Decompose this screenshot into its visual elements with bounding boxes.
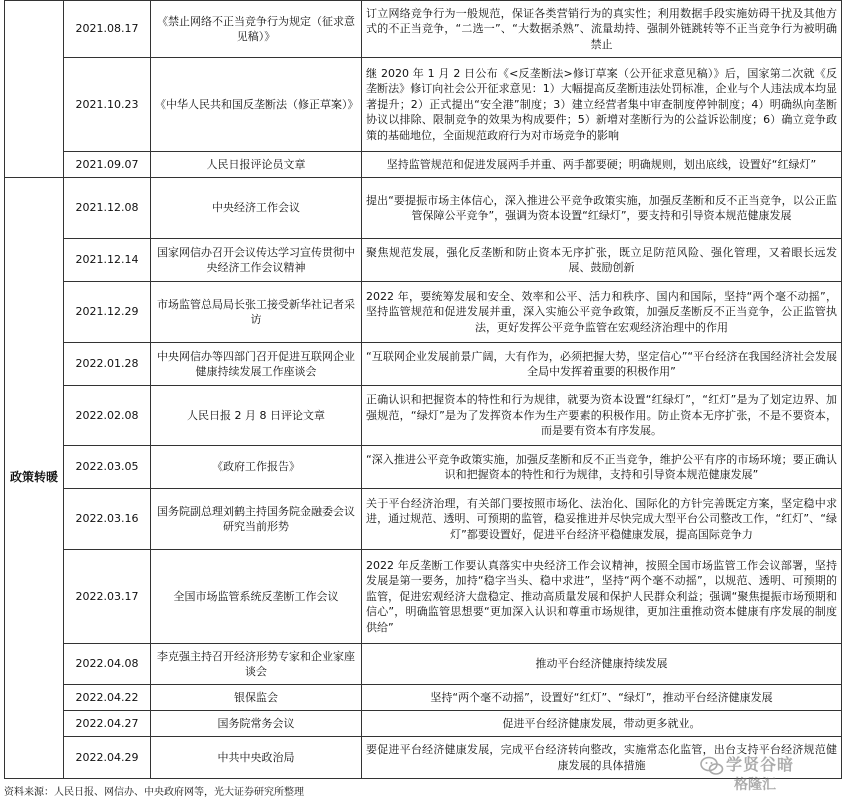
table-row <box>5 178 842 239</box>
table-row <box>5 152 842 178</box>
row-date: 2021.10.23 <box>64 58 151 152</box>
row-event: 人民日报评论员文章 <box>151 152 362 178</box>
row-event: 《中华人民共和国反垄断法（修正草案）》 <box>151 58 362 152</box>
row-event: 国务院常务会议 <box>151 711 362 737</box>
row-content: “互联网企业发展前景广阔，大有作为，必须把握大势，坚定信心”“平台经济在我国经济社会发展全局中发挥着重要的积极作用” <box>362 343 842 386</box>
table-row <box>5 386 842 446</box>
row-date: 2021.12.14 <box>64 239 151 282</box>
category-cell: 政策转暖 <box>5 178 64 779</box>
table-row <box>5 343 842 386</box>
row-date: 2021.08.17 <box>64 1 151 58</box>
table-row <box>5 550 842 644</box>
table-row <box>5 446 842 489</box>
watermark-brand: 格隆汇 <box>734 777 776 793</box>
row-content: 提出“要提振市场主体信心，深入推进公平竞争政策实施，加强反垄断和反不正当竞争，以公正监管保障公平竞争”，强调为资本设置“红绿灯”，要支持和引导资本规范健康发展 <box>362 178 842 239</box>
row-date: 2022.04.29 <box>64 737 151 779</box>
policy-table <box>4 0 842 779</box>
row-date: 2022.03.17 <box>64 550 151 644</box>
row-content: 关于平台经济治理，有关部门要按照市场化、法治化、国际化的方针完善既定方案，坚定稳中求进，通过规范、透明、可预期的监管，稳妥推进并尽快完成大型平台公司整改工作，“红灯”、“绿灯”都要设置好，促进平台经济平稳健康发展，提高国际竞争力 <box>362 489 842 550</box>
watermark-title: 学贤谷暗 <box>726 755 795 774</box>
row-content: “深入推进公平竞争政策实施，加强反垄断和反不正当竞争，维护公平有序的市场环境；要正确认识和把握资本的特性和行为规律，支持和引导资本规范健康发展” <box>362 446 842 489</box>
table-row <box>5 644 842 685</box>
row-event: 中央网信办等四部门召开促进互联网企业健康持续发展工作座谈会 <box>151 343 362 386</box>
table-row <box>5 58 842 152</box>
row-content: 促进平台经济健康发展，带动更多就业。 <box>362 711 842 737</box>
row-date: 2022.03.16 <box>64 489 151 550</box>
row-event: 《政府工作报告》 <box>151 446 362 489</box>
row-content: 2022 年，要统筹发展和安全、效率和公平、活力和秩序、国内和国际，坚持“两个毫不动摇”，坚持监管规范和促进发展并重，深入实施公平竞争政策，加强反垄断反不正当竞争，公正监管执法，更好发挥公平竞争监管在宏观经济治理中的作用 <box>362 282 842 343</box>
row-event: 市场监管总局局长张工接受新华社记者采访 <box>151 282 362 343</box>
row-date: 2021.12.08 <box>64 178 151 239</box>
row-event: 中共中央政治局 <box>151 737 362 779</box>
row-date: 2022.04.08 <box>64 644 151 685</box>
table-row <box>5 711 842 737</box>
row-event: 国务院副总理刘鹤主持国务院金融委会议研究当前形势 <box>151 489 362 550</box>
row-date: 2021.09.07 <box>64 152 151 178</box>
row-date: 2022.04.27 <box>64 711 151 737</box>
wechat-icon <box>700 754 724 778</box>
table-row <box>5 282 842 343</box>
watermark <box>700 752 840 798</box>
row-date: 2022.02.08 <box>64 386 151 446</box>
row-date: 2021.12.29 <box>64 282 151 343</box>
row-date: 2022.01.28 <box>64 343 151 386</box>
row-event: 全国市场监管系统反垄断工作会议 <box>151 550 362 644</box>
row-date: 2022.03.05 <box>64 446 151 489</box>
source-note: 资料来源：人民日报、网信办、中央政府网等，光大证券研究所整理 <box>4 787 304 798</box>
row-content: 坚持“两个毫不动摇”，设置好“红灯”、“绿灯”，推动平台经济健康发展 <box>362 685 842 711</box>
row-date: 2022.04.22 <box>64 685 151 711</box>
category-cell-blank <box>5 1 64 178</box>
row-event: 中央经济工作会议 <box>151 178 362 239</box>
row-event: 《禁止网络不正当竞争行为规定（征求意见稿）》 <box>151 1 362 58</box>
row-content: 正确认识和把握资本的特性和行为规律，就要为资本设置“红绿灯”，“红灯”是为了划定边界、加强规范，“绿灯”是为了发挥资本作为生产要素的积极作用。防止资本无序扩张，不是不要资本，而是要有资本有序发展。 <box>362 386 842 446</box>
table-row <box>5 239 842 282</box>
row-content: 2022 年反垄断工作要认真落实中央经济工作会议精神，按照全国市场监管工作会议部署，坚持发展是第一要务，加持“稳字当头、稳中求进”，坚持“两个毫不动摇”，以规范、透明、可预期的监管，促进宏观经济大盘稳定、推动高质量发展和保护人民群众利益；强调“聚焦提振市场预期和信心”，明确监管思想要“更加深入认识和尊重市场规律，更加注重推动资本健康有序发展的制度供给” <box>362 550 842 644</box>
row-content: 坚持监管规范和促进发展两手并重、两手都要硬；明确规则，划出底线，设置好“红绿灯” <box>362 152 842 178</box>
table-row <box>5 1 842 58</box>
row-event: 国家网信办召开会议传达学习宣传贯彻中央经济工作会议精神 <box>151 239 362 282</box>
row-event: 李克强主持召开经济形势专家和企业家座谈会 <box>151 644 362 685</box>
row-content: 继 2020 年 1 月 2 日公布《<反垄断法>修订草案（公开征求意见稿）》后，国家第二次就《反垄断法》修订向社会公开征求意见：1）大幅提高反垄断违法处罚标准，企业与个人违法成本均显著提升；2）正式提出“安全港”制度；3）建立经营者集中审查制度停钟制度；4）明确纵向垄断协议以排除、限制竞争的效果为构成要件；5）新增对垄断行为的公益诉讼制度；6）确立竞争政策的基础地位，全面规范政府行为对市场竞争的影响 <box>362 58 842 152</box>
row-event: 人民日报 2 月 8 日评论文章 <box>151 386 362 446</box>
row-content: 推动平台经济健康持续发展 <box>362 644 842 685</box>
row-content: 聚焦规范发展，强化反垄断和防止资本无序扩张，既立足防范风险、强化管理，又着眼长远发展、鼓励创新 <box>362 239 842 282</box>
row-event: 银保监会 <box>151 685 362 711</box>
table-row <box>5 489 842 550</box>
row-content: 订立网络竞争行为一般规范，保证各类营销行为的真实性；利用数据手段实施妨碍干扰及其他方式的不正当竞争，“二选一”、“大数据杀熟”、流量劫持、强制外链跳转等不正当竞争行为被明确禁止 <box>362 1 842 58</box>
row-content: 要促进平台经济健康发展，完成平台经济转向整改，实施常态化监管，出台支持平台经济规范健康发展的具体措施 <box>362 737 842 779</box>
table-row <box>5 685 842 711</box>
